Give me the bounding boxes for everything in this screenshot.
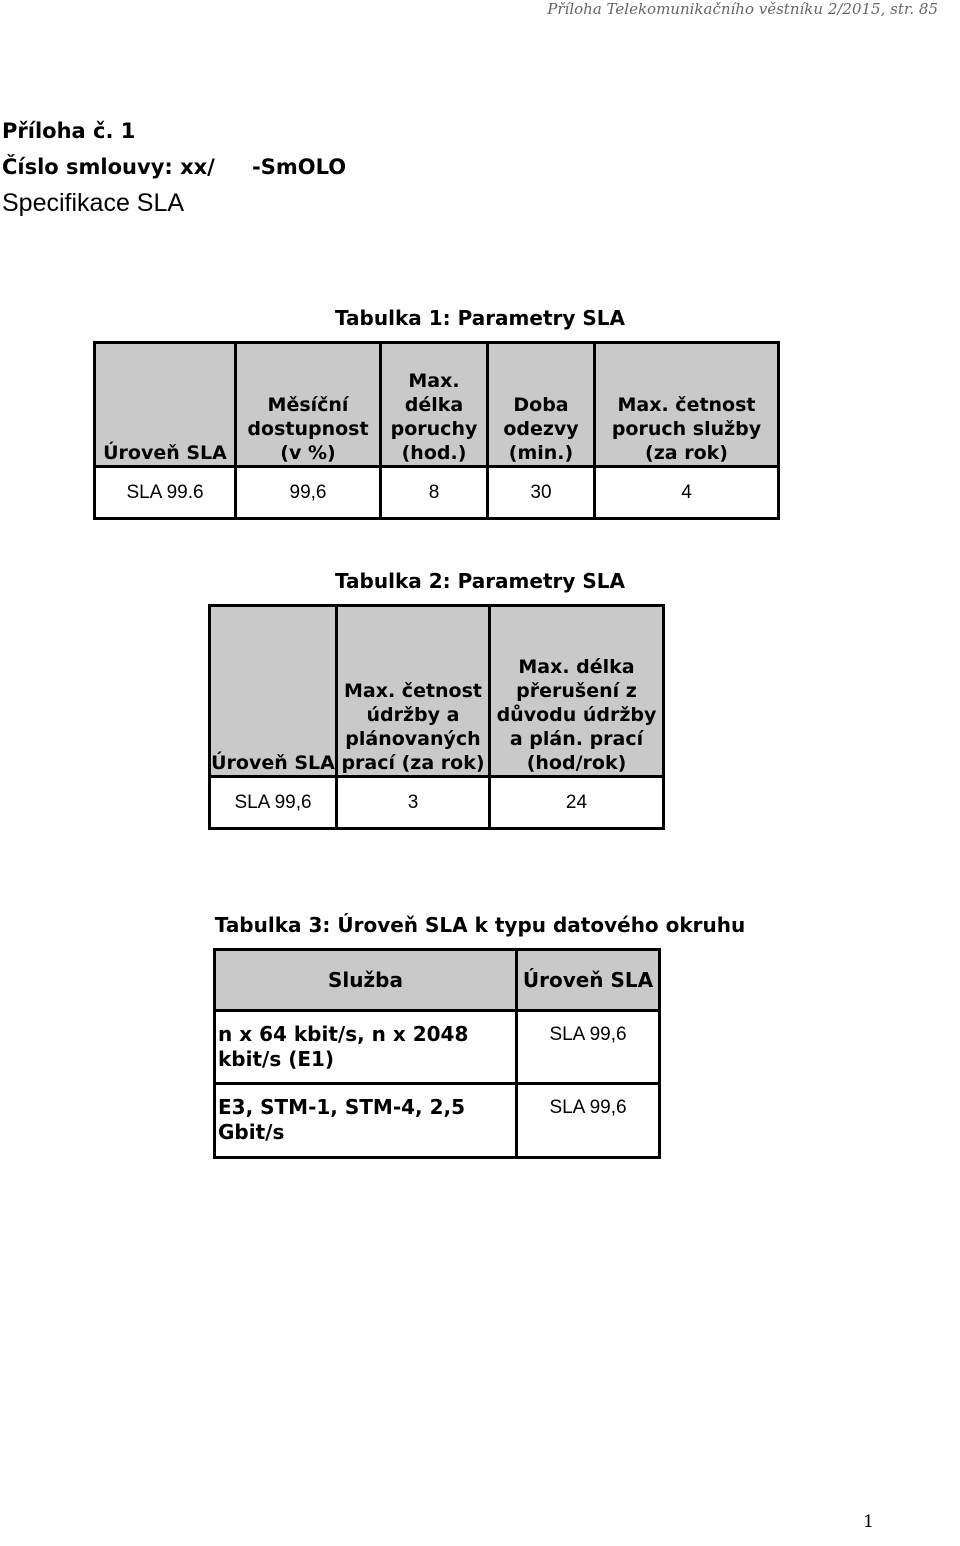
table2-cell-max-frequency: 3 xyxy=(337,777,490,829)
table1-header-max-outage: Max. délka poruchy (hod.) xyxy=(381,343,488,467)
annex-number: Příloha č. 1 xyxy=(2,119,136,143)
table3 xyxy=(213,948,661,1159)
table2-cell-max-interruption: 24 xyxy=(490,777,664,829)
table1-header-max-frequency: Max. četnost poruch služby (za rok) xyxy=(595,343,779,467)
table3-cell-level: SLA 99,6 xyxy=(517,1084,660,1158)
table2 xyxy=(208,604,665,830)
table2-header-max-frequency: Max. četnost údržby a plánovaných prací (za rok) xyxy=(337,606,490,777)
table1-header-response: Doba odezvy (min.) xyxy=(488,343,595,467)
table1-cell-max-frequency: 4 xyxy=(595,467,779,519)
page-number: 1 xyxy=(863,1512,874,1532)
contract-number-suffix: -SmOLO xyxy=(252,155,347,179)
table3-header-level: Úroveň SLA xyxy=(517,950,660,1011)
table2-header-level: Úroveň SLA xyxy=(210,606,337,777)
table3-cell-service: E3, STM-1, STM-4, 2,5 Gbit/s xyxy=(215,1084,517,1158)
contract-number-label: Číslo smlouvy: xx/ xyxy=(2,155,215,179)
table1-cell-availability: 99,6 xyxy=(236,467,381,519)
table2-cell-level: SLA 99,6 xyxy=(210,777,337,829)
table2-header-max-interruption: Max. délka přerušení z důvodu údržby a plán. prací (hod/rok) xyxy=(490,606,664,777)
table3-cell-service: n x 64 kbit/s, n x 2048 kbit/s (E1) xyxy=(215,1011,517,1084)
table3-header-service: Služba xyxy=(215,950,517,1011)
table1-header-level: Úroveň SLA xyxy=(95,343,236,467)
table3-cell-level: SLA 99,6 xyxy=(517,1011,660,1084)
table2-caption: Tabulka 2: Parametry SLA xyxy=(334,569,626,593)
table1-cell-max-outage: 8 xyxy=(381,467,488,519)
running-head: Příloha Telekomunikačního věstníku 2/2015, str. 85 xyxy=(547,0,938,18)
table1 xyxy=(93,341,780,520)
table1-caption: Tabulka 1: Parametry SLA xyxy=(334,306,626,330)
table3-caption: Tabulka 3: Úroveň SLA k typu datového okruhu xyxy=(214,913,746,937)
spec-title: Specifikace SLA xyxy=(2,189,185,217)
table1-header-availability: Měsíční dostupnost (v %) xyxy=(236,343,381,467)
table1-cell-response: 30 xyxy=(488,467,595,519)
table1-cell-level: SLA 99.6 xyxy=(95,467,236,519)
